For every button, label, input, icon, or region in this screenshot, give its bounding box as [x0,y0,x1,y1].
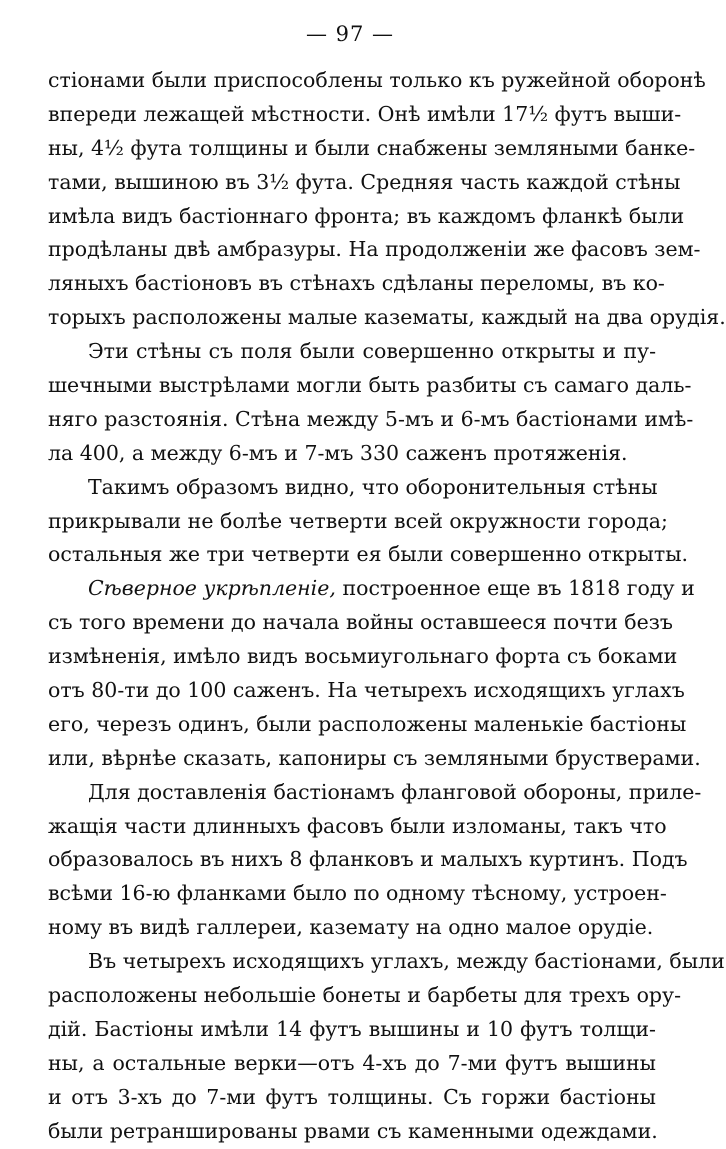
text-line: съ того времени до начала войны оставшееся почти безъ [48,610,673,635]
text-line: ла 400, а между 6-мъ и 7-мъ 330 саженъ протяженія. [48,440,628,465]
text-line: тами, вышиною въ 3½ фута. Средняя часть каждой стѣны [48,169,681,194]
text-line: имѣла видъ бастіоннаго фронта; въ каждомъ фланкѣ были [48,203,685,228]
text-line: были ретраншированы рвами съ каменными одеждами. [48,1118,658,1143]
text-line-with-italic-lead [48,572,695,606]
text-line: Эти стѣны съ поля были совершенно открыты и пу- [88,339,656,364]
text-line: впереди лежащей мѣстности. Онѣ имѣли 17½ футъ выши- [48,101,682,126]
text-line: Для доставленія бастіонамъ фланговой обороны, приле- [88,779,702,804]
text-line: всѣми 16-ю фланками было по одному тѣсному, устроен- [48,881,667,906]
text-line: няго разстоянія. Стѣна между 5-мъ и 6-мъ бастіонами имѣ- [48,406,694,431]
text-line-rest: построенное еще въ 1818 году и [342,576,695,601]
text-line: ны, 4½ фута толщины и были снабжены земляными банке- [48,135,696,160]
text-line: его, черезъ одинъ, были расположены маленькіе бастіоны [48,711,687,736]
text-line: измѣненія, имѣло видъ восьмиугольнаго форта съ боками [48,644,678,669]
text-line: продѣланы двѣ амбразуры. На продолженіи же фасовъ зем- [48,237,701,262]
text-line: отъ 80-ти до 100 саженъ. На четырехъ исходящихъ углахъ [48,678,685,703]
text-line: ляныхъ бастіоновъ въ стѣнахъ сдѣланы переломы, въ ко- [48,271,665,296]
page-number: — 97 — [305,22,395,46]
text-line: и отъ 3-хъ до 7-ми футъ толщины. Съ горжи бастіоны [48,1084,656,1109]
text-line: Въ четырехъ исходящихъ углахъ, между бастіонами, были [88,949,725,974]
text-line: торыхъ расположены малые казематы, каждый на два орудія. [48,305,726,330]
body-text [48,64,726,1149]
italic-heading: Сѣверное укрѣпленіе, [88,576,336,601]
text-line: образовалось въ нихъ 8 фланковъ и малыхъ куртинъ. Подъ [48,847,688,872]
text-line: прикрывали не болѣе четверти всей окружности города; [48,508,668,533]
text-line: ны, а остальные верки—отъ 4-хъ до 7-ми футъ вышины [48,1050,656,1075]
text-line: ному въ видѣ галлереи, каземату на одно малое орудіе. [48,915,654,940]
text-line: шечными выстрѣлами могли быть разбиты съ самаго даль- [48,373,692,398]
text-line: стіонами были приспособлены только къ ружейной оборонѣ [48,68,706,92]
text-line: дій. Бастіоны имѣли 14 футъ вышины и 10 футъ толщи- [48,1016,656,1041]
text-line: Такимъ образомъ видно, что оборонительныя стѣны [88,474,658,499]
text-line: жащія части длинныхъ фасовъ были изломаны, такъ что [48,813,667,838]
text-line: или, вѣрнѣе сказать, капониры съ земляными брустверами. [48,745,701,770]
text-line: остальныя же три четверти ея были совершенно открыты. [48,542,689,567]
text-line: расположены небольшіе бонеты и барбеты для трехъ ору- [48,983,682,1008]
